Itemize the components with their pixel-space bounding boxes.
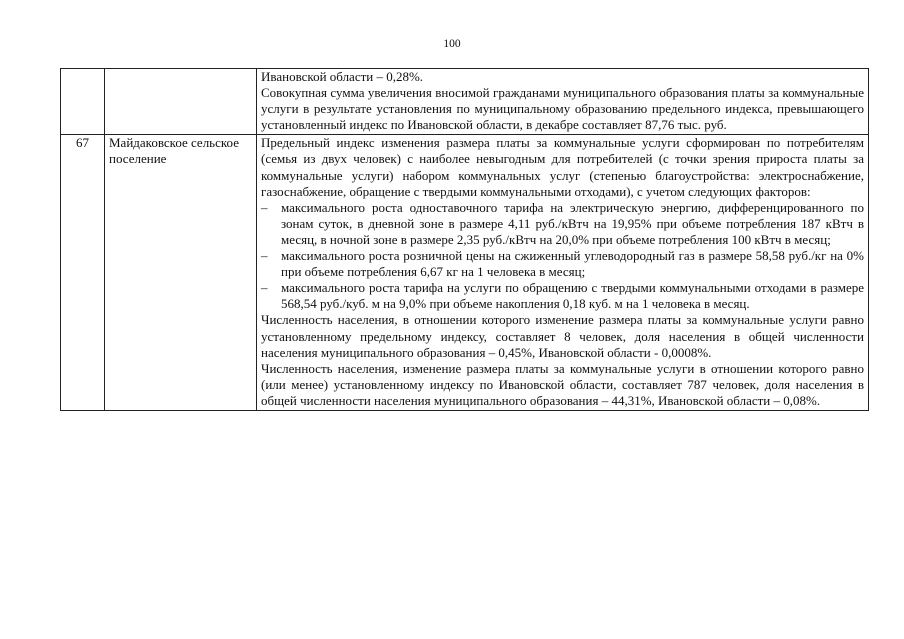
- row-number-cell: 67: [61, 135, 105, 411]
- list-dash: –: [261, 280, 268, 296]
- paragraph: Ивановской области – 0,28%.: [261, 69, 424, 84]
- table-row: [61, 69, 869, 135]
- factor-list-item: [261, 200, 864, 248]
- paragraph: Численность населения, изменение размера платы за коммунальные услуги в отношении которого равно (или менее) установленному индексу по Ивановской области, составляет 787 человек, доля населения в общей численности населения муниципального образования – 44,31%, Ивановской области – 0,08%.: [261, 360, 864, 408]
- factor-list-item: [261, 248, 864, 280]
- row-number-cell: [61, 69, 105, 135]
- page-number: 100: [443, 38, 461, 50]
- factor-list-item: [261, 280, 864, 312]
- list-item-text: максимального роста тарифа на услуги по обращению с твердыми коммунальными отходами в размере 568,54 руб./куб. м на 9,0% при объеме накопления 0,18 куб. м на 1 человека в месяц.: [281, 280, 864, 312]
- municipality-name-cell: [105, 69, 257, 135]
- table-row: [61, 135, 869, 411]
- tariff-table: [60, 68, 869, 411]
- paragraph: Численность населения, в отношении которого изменение размера платы за коммунальные услуги равно установленному предельному индексу, составляет 8 человек, доля населения в общей численности населения муниципального образования – 0,45%, Ивановской области - 0,0008%.: [261, 312, 864, 360]
- list-dash: –: [261, 248, 268, 264]
- intro-paragraph: Предельный индекс изменения размера платы за коммунальные услуги сформирован по потребителям (семья из двух человек) с наиболее невыгодным для потребителей (с точки зрения прироста платы за коммунальные услуги) набором коммунальных услуг (степенью благоустройства: электроснабжение, газоснабжение, обращение с твердыми коммунальными отходами), с учетом следующих факторов:: [261, 135, 864, 199]
- list-dash: –: [261, 199, 268, 215]
- municipality-name-cell: Майдаковское сельское поселение: [105, 135, 257, 411]
- list-item-text: максимального роста розничной цены на сжиженный углеводородный газ в размере 58,58 руб./кг на 0% при объеме потребления 6,67 кг на 1 человека в месяц;: [281, 248, 864, 280]
- description-cell: [257, 135, 869, 411]
- paragraph: Совокупная сумма увеличения вносимой гражданами муниципального образования платы за коммунальные услуги в результате установления по муниципальному образованию предельного индекса, превышающего установленный индекс по Ивановской области, в декабре составляет 87,76 тыс. руб.: [261, 85, 864, 133]
- description-cell: [257, 69, 869, 135]
- list-item-text: максимального роста одноставочного тарифа на электрическую энергию, дифференцированного по зонам суток, в дневной зоне в размере 4,11 руб./кВтч на 19,95% при объеме потребления 187 кВтч в месяц, в ночной зоне в размере 2,35 руб./кВтч на 20,0% при объеме потребления 100 кВтч в месяц;: [281, 199, 864, 247]
